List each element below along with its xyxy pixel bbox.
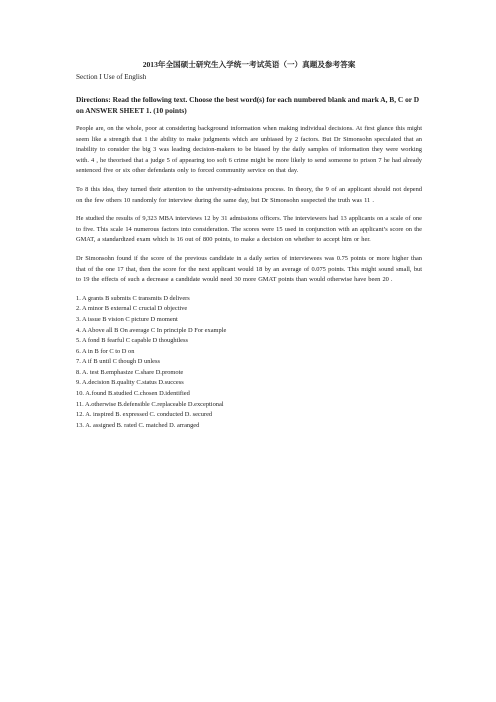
question-item: 3. A issue B vision C picture D moment (76, 315, 178, 323)
directions-text: Directions: Read the following text. Choose the best word(s) for each numbered blank and mark A, B, C or D on ANSWER SHEET 1. (10 points) (76, 95, 420, 115)
question-item: 7. A if B until C though D unless (76, 358, 160, 366)
question-item: 5. A fond B fearful C capable D thoughtless (76, 337, 188, 345)
question-item: 13. A. assigned B. rated C. matched D. arranged (76, 421, 200, 429)
question-item: 4. A Above all B On average C In principle D For example (76, 326, 227, 334)
section-heading: Section I Use of English (76, 73, 147, 81)
document-page (76, 60, 422, 431)
passage-paragraph-4: Dr Simonsohn found if the score of the previous candidate in a daily series of interviewees was 0.75 points or more higher than that of the one 17 that, then the score for the next applicant would 18 by an average of 0.075 points. This might sound small, but to 19 the effects of such a decrease a candidate would need 30 more GMAT points than would otherwise have been 20 . (76, 254, 422, 284)
passage-paragraph-2: To 8 this idea, they turned their attention to the university-admissions process. In theory, the 9 of an applicant should not depend on the few others 10 randomly for interview during the same day, but Dr Simonsohn suspected the truth was 11 . (76, 185, 422, 204)
question-item: 1. A grants B submits C transmits D delivers (76, 294, 190, 302)
question-item: 2. A minor B external C crucial D objective (76, 305, 188, 313)
document-title: 2013年全国硕士研究生入学统一考试英语（一）真题及参考答案 (142, 60, 356, 69)
question-item: 6. A in B for C to D on (76, 347, 135, 355)
question-item: 8. A. test B.emphasize C.share D.promote (76, 368, 184, 376)
question-item: 10. A.found B.studied C.chosen D.identified (76, 390, 190, 398)
question-item: 11. A.otherwise B.defensible C.replaceable D.exceptional (76, 400, 224, 408)
passage-paragraph-3: He studied the results of 9,323 MBA interviews 12 by 31 admissions officers. The interviewers had 13 applicants on a scale of one to five. This scale 14 numerous factors into consideration. The scores were 15 used in conjunction with an applicant’s score on the GMAT, a standardized exam which is 16 out of 800 points, to make a decision on whether to accept him or her. (76, 215, 422, 244)
question-list (76, 294, 422, 432)
passage-paragraph-1: People are, on the whole, poor at considering background information when making individual decisions. At first glance this might seem like a strength that 1 the ability to make judgments which are unbiased by 2 factors. But Dr Simonsohn speculated that an inability to consider the big 3 was leading decision-makers to be biased by the daily samples of information they were working with. 4 , he theorised that a judge 5 of appearing too soft 6 crime might be more likely to send someone to prison 7 he had already sentenced five or six other defendants only to forced community service on that day. (76, 125, 422, 175)
question-item: 9. A.decision B.quality C.status D.success (76, 379, 184, 387)
question-item: 12. A. inspired B. expressed C. conducted D. secured (76, 411, 213, 419)
